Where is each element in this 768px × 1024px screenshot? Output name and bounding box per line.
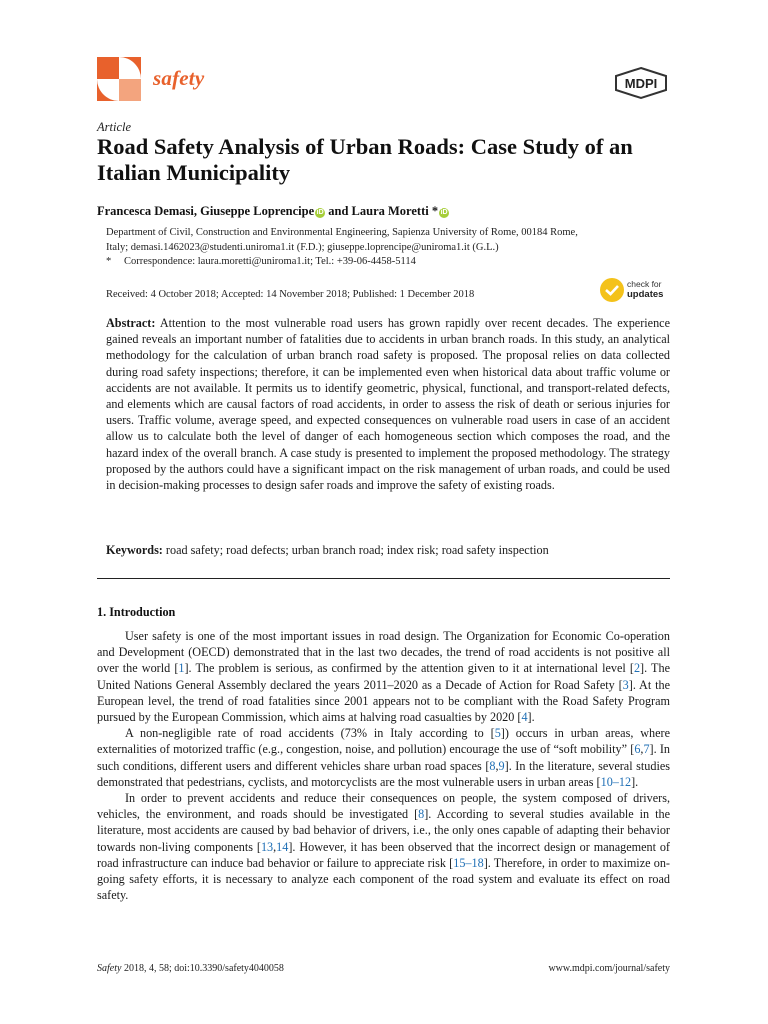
text-run: ]. [527, 710, 535, 725]
authors-part-2: and Laura Moretti * [325, 204, 439, 218]
introduction-body [97, 628, 670, 903]
journal-logo-icon [97, 57, 141, 101]
text-run: ]. Therefore, in order to maximize on-going safety efforts, it is necessary to analyze each component of the road system and evaluate its effect on road safety. [97, 855, 670, 903]
paper-title: Road Safety Analysis of Urban Roads: Case Study of an Italian Municipality [97, 134, 633, 185]
keywords [106, 543, 670, 558]
text-run: ]. The United Nations General Assembly declared the years 2011–2020 as a Decade of Action for Road Safety [ [97, 661, 670, 692]
paragraph-2 [97, 725, 670, 790]
text-run: In order to prevent accidents and reduce their consequences on people, the system composed of drivers, vehicles, the environment, and roads should be investigated [ [97, 791, 670, 822]
paragraph-1 [97, 628, 670, 725]
citation-link[interactable]: 5 [494, 726, 501, 741]
citation-link[interactable]: 3 [622, 677, 629, 692]
check-for-updates-badge[interactable] [600, 278, 672, 304]
check-updates-label [627, 279, 663, 300]
citation-link[interactable]: 6 [634, 742, 641, 757]
citation-link[interactable]: 4 [521, 710, 528, 725]
text-run: ]. [631, 774, 639, 789]
orcid-icon[interactable]: iD [316, 209, 324, 216]
text-run: ]. According to several studies available in the literature, most accidents are caused by bad behavior of drivers, i.e., the only ones capable of adapting their behavior towards non-living components [ [97, 807, 670, 854]
correspondence-text: Correspondence: laura.moretti@uniroma1.it; Tel.: +39-06-4458-5114 [124, 256, 416, 267]
text-run: ]. In such conditions, different users and different vehicles share urban road spaces [ [97, 742, 670, 773]
section-heading: 1. Introduction [97, 605, 176, 619]
orcid-icon[interactable]: iD [440, 209, 448, 216]
citation-link[interactable]: 2 [633, 661, 641, 676]
text-run: A non-negligible rate of road accidents (73% in Italy according to [ [125, 726, 495, 741]
journal-name: safety [153, 66, 205, 90]
paragraph-3 [97, 790, 670, 903]
footer-citation [97, 963, 284, 974]
affiliation-line-2: Italy; demasi.1462023@studenti.uniroma1.it (F.D.); giuseppe.loprencipe@uniroma1.it (G.L.) [106, 242, 499, 253]
correspondence [106, 256, 416, 267]
text-run: , [495, 758, 499, 773]
citation-link[interactable]: 7 [643, 742, 650, 757]
abstract-text: Attention to the most vulnerable road users has grown rapidly over recent decades. The experience gained reveals an important number of fatalities due to accidents in urban branch roads. In this study, an analytical methodology for the calculation of urban branch road safety is proposed. The proposal relies on data collected during road safety inspections; therefore, it can be implemented even when historical data about traffic volume or accidents are not available. It permits us to identify geometric, physical, functional, and transport-related defects, and elements which are causal factors of road accidents, in order to assess the risk of death or serious injuries for users. Traffic volume, average speed, and expected consequences on vulnerable road users in case of an accident allow us to calculate both the level of danger of each homogeneous section which composes the road, and the hazard index of the overall branch. A case study is presented to implement the proposed methodology. The strategy proposed by the authors could have a significant impact on the risk management of urban roads, and could be used in decision-making processes to design safer roads and improve the safety of existing roads. [106, 316, 670, 493]
citation-link[interactable]: 15–18 [453, 855, 484, 870]
mdpi-logo-icon [612, 66, 670, 100]
text-run: ]. The problem is serious, as confirmed by the attention given to it at international level [ [184, 661, 634, 676]
keywords-label: Keywords: [106, 543, 163, 557]
citation-link[interactable]: 8 [489, 758, 496, 773]
footer-journal: Safety [97, 963, 122, 974]
correspondence-marker: * [106, 256, 112, 267]
citation-link[interactable]: 14 [276, 839, 289, 854]
citation-link[interactable]: 9 [498, 758, 505, 773]
publisher-name: MDPI [624, 76, 658, 91]
citation-link[interactable]: 13 [260, 839, 274, 854]
text-run: ]. At the European level, the trend of road fatalities since 2001 appears not to be compliant with the Road Safety Program pursued by the European Commission, which aims at halving road casualties by 2020 [ [97, 677, 670, 725]
citation-link[interactable]: 8 [418, 807, 425, 822]
text-run: , [640, 742, 644, 757]
check-updates-line-2: updates [627, 289, 664, 300]
text-run: User safety is one of the most important issues in road design. The Organization for Economic Co-operation and Development (OECD) demonstrated that in the last two decades, the trend of road accidents is not positive all over the world [ [97, 629, 670, 676]
citation-link[interactable]: 1 [178, 661, 185, 676]
check-updates-line-1: check for [627, 279, 662, 289]
keywords-text: road safety; road defects; urban branch road; index risk; road safety inspection [162, 543, 549, 557]
affiliation-line-1: Department of Civil, Construction and Environmental Engineering, Sapienza University of Rome, 00184 Rome, [106, 227, 578, 238]
abstract-label: Abstract: [106, 316, 156, 330]
footer-doi: 2018, 4, 58; doi:10.3390/safety4040058 [121, 963, 284, 974]
text-run: ]) occurs in urban areas, where externalities of motorized traffic (e.g., congestion, noise, and pollution) encourage the use of “soft mobility” [ [97, 726, 670, 757]
article-type: Article [97, 120, 132, 134]
author-list [97, 204, 449, 219]
publication-dates: Received: 4 October 2018; Accepted: 14 November 2018; Published: 1 December 2018 [106, 289, 475, 300]
abstract [106, 315, 670, 493]
text-run: ]. In the literature, several studies demonstrated that pedestrians, cyclists, and motorcyclists are the most vulnerable users in urban areas [ [97, 758, 670, 789]
section-divider [97, 578, 670, 579]
citation-link[interactable]: 10–12 [600, 774, 632, 789]
text-run: , [273, 839, 277, 854]
text-run: ]. However, it has been observed that the incorrect design or management of road infrastructure can induce bad behavior or failure to appreciate risk [ [97, 839, 670, 870]
footer-url[interactable]: www.mdpi.com/journal/safety [548, 963, 670, 974]
check-updates-icon [600, 278, 624, 302]
authors-part-1: Francesca Demasi, Giuseppe Loprencipe [97, 204, 315, 218]
affiliation [106, 225, 676, 255]
